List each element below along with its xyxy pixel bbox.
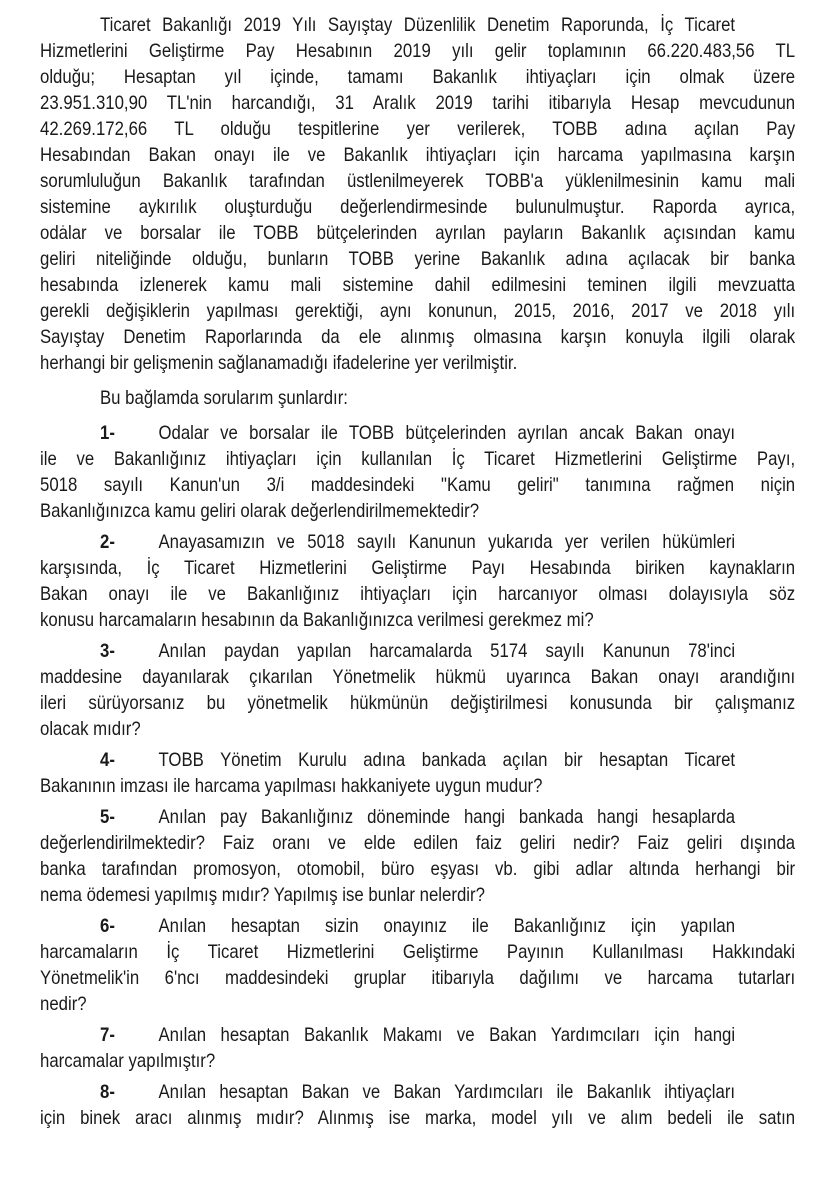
question-first-line — [40, 1022, 795, 1048]
intro-line: hesabında izlenerek kamu mali sistemine dahil edilmesini teminen ilgili mevzuatta — [40, 274, 796, 296]
question-line: harcamaların İç Ticaret Hizmetlerini Geliştirme Payının Kullanılması Hakkındaki — [40, 941, 796, 963]
question-line: banka tarafından promosyon, otomobil, büro eşyası vb. gibi adlar altında herhangi bir — [40, 858, 796, 880]
question-line: Bakanının imzası ile harcama yapılması hakkaniyete uygun mudur? — [40, 775, 543, 797]
question-line: için binek aracı alınmış mıdır? Alınmış ise marka, model yılı ve alım bedeli ile satın — [40, 1107, 796, 1129]
question-item — [40, 529, 795, 633]
question-item — [40, 1022, 795, 1074]
question-number: 7- — [100, 1024, 115, 1046]
question-text: Anılan paydan yapılan harcamalarda 5174 sayılı Kanunun 78'inci — [158, 640, 736, 662]
question-first-line — [40, 529, 795, 555]
question-line: ileri sürüyorsanız bu yönetmelik hükmünün değiştirilmesi konusunda bir çalışmanız — [40, 692, 796, 714]
question-text: Anayasamızın ve 5018 sayılı Kanunun yukarıda yer verilen hükümleri — [158, 531, 736, 553]
intro-line: Sayıştay Denetim Raporlarında da ele alınmış olmasına karşın konuyla ilgili olarak — [40, 326, 796, 348]
intro-line: odalar ve borsalar ile TOBB bütçelerinden ayrılan payların Bakanlık açısından kamu — [40, 222, 796, 244]
question-text: TOBB Yönetim Kurulu adına bankada açılan bir hesaptan Ticaret — [158, 749, 736, 771]
intro-line: sorumluluğun Bakanlık tarafından üstlenilmeyerek TOBB'a yüklenilmesinin kamu mali — [40, 170, 796, 192]
question-line: Yönetmelik'in 6'ncı maddesindeki gruplar itibarıyla dağılımı ve harcama tutarları — [40, 967, 796, 989]
question-number: 8- — [100, 1081, 115, 1103]
question-text: Odalar ve borsalar ile TOBB bütçelerinden ayrılan ancak Bakan onayı — [158, 422, 736, 444]
question-text: Anılan pay Bakanlığınız döneminde hangi bankada hangi hesaplarda — [158, 806, 736, 828]
question-item — [40, 420, 795, 524]
question-text: Anılan hesaptan Bakan ve Bakan Yardımcıları ile Bakanlık ihtiyaçları — [158, 1081, 736, 1103]
intro-line: herhangi bir gelişmenin sağlanamadığı ifadelerine yer verilmiştir. — [40, 352, 518, 374]
intro-line: Hizmetlerini Geliştirme Pay Hesabının 2019 yılı gelir toplamının 66.220.483,56 TL — [40, 40, 796, 62]
document-page — [40, 12, 795, 1136]
question-first-line — [40, 1079, 795, 1105]
question-line: olacak mıdır? — [40, 718, 141, 740]
intro-paragraph — [40, 12, 795, 376]
question-first-line — [40, 804, 795, 830]
question-line: maddesine dayanılarak çıkarılan Yönetmelik hükmü uyarınca Bakan onayı arandığını — [40, 666, 796, 688]
question-number: 2- — [100, 531, 115, 553]
question-line: karşısında, İç Ticaret Hizmetlerini Geliştirme Payı Hesabında biriken kaynakların — [40, 557, 796, 579]
question-item — [40, 804, 795, 908]
question-text: Anılan hesaptan Bakanlık Makamı ve Bakan Yardımcıları için hangi — [158, 1024, 736, 1046]
intro-line: olduğu; Hesaptan yıl içinde, tamamı Bakanlık ihtiyaçları için olmak üzere — [40, 66, 796, 88]
question-line: harcamalar yapılmıştır? — [40, 1050, 216, 1072]
intro-line: 42.269.172,66 TL olduğu tespitlerine yer verilerek, TOBB adına açılan Pay — [40, 118, 796, 140]
question-line: nema ödemesi yapılmış mıdır? Yapılmış ise bunlar nelerdir? — [40, 884, 485, 906]
intro-line: Hesabından Bakan onayı ile ve Bakanlık ihtiyaçları için harcama yapılmasına karşın — [40, 144, 796, 166]
question-item — [40, 747, 795, 799]
question-item — [40, 638, 795, 742]
question-line: Bakanlığınızca kamu geliri olarak değerlendirilmemektedir? — [40, 500, 480, 522]
question-first-line — [40, 420, 795, 446]
intro-line: geliri niteliğinde olduğu, bunların TOBB yerine Bakanlık adına açılacak bir banka — [40, 248, 796, 270]
intro-line: gerekli değişiklerin yapılması gerektiği, aynı konunun, 2015, 2016, 2017 ve 2018 yılı — [40, 300, 796, 322]
intro-line: Ticaret Bakanlığı 2019 Yılı Sayıştay Düzenlilik Denetim Raporunda, İç Ticaret — [100, 14, 736, 36]
question-first-line — [40, 638, 795, 664]
question-number: 1- — [100, 422, 115, 444]
question-item — [40, 1079, 795, 1131]
question-text: Anılan hesaptan sizin onayınız ile Bakanlığınız için yapılan — [158, 915, 736, 937]
questions-list — [40, 420, 795, 1131]
question-number: 6- — [100, 915, 115, 937]
questions-intro: Bu bağlamda sorularım şunlardır: — [100, 387, 348, 409]
intro-line: 23.951.310,90 TL'nin harcandığı, 31 Aralık 2019 tarihi itibarıyla Hesap mevcudunun — [40, 92, 796, 114]
question-number: 3- — [100, 640, 115, 662]
question-line: değerlendirilmektedir? Faiz oranı ve elde edilen faiz geliri nedir? Faiz geliri dışında — [40, 832, 796, 854]
question-number: 5- — [100, 806, 115, 828]
question-item — [40, 913, 795, 1017]
question-line: 5018 sayılı Kanun'un 3/i maddesindeki "Kamu geliri" tanımına rağmen niçin — [40, 474, 796, 496]
question-line: konusu harcamaların hesabının da Bakanlığınızca verilmesi gerekmez mi? — [40, 609, 594, 631]
question-first-line — [40, 913, 795, 939]
intro-line: sistemine aykırılık oluşturduğu değerlendirmesinde bulunulmuştur. Raporda ayrıca, — [40, 196, 796, 218]
question-line: nedir? — [40, 993, 87, 1015]
question-line: ile ve Bakanlığınız ihtiyaçları için kullanılan İç Ticaret Hizmetlerini Geliştirme Payı, — [40, 448, 796, 470]
question-line: Bakan onayı ile ve Bakanlığınız ihtiyaçları için harcanıyor olması dolayısıyla söz — [40, 583, 796, 605]
question-number: 4- — [100, 749, 115, 771]
question-first-line — [40, 747, 795, 773]
